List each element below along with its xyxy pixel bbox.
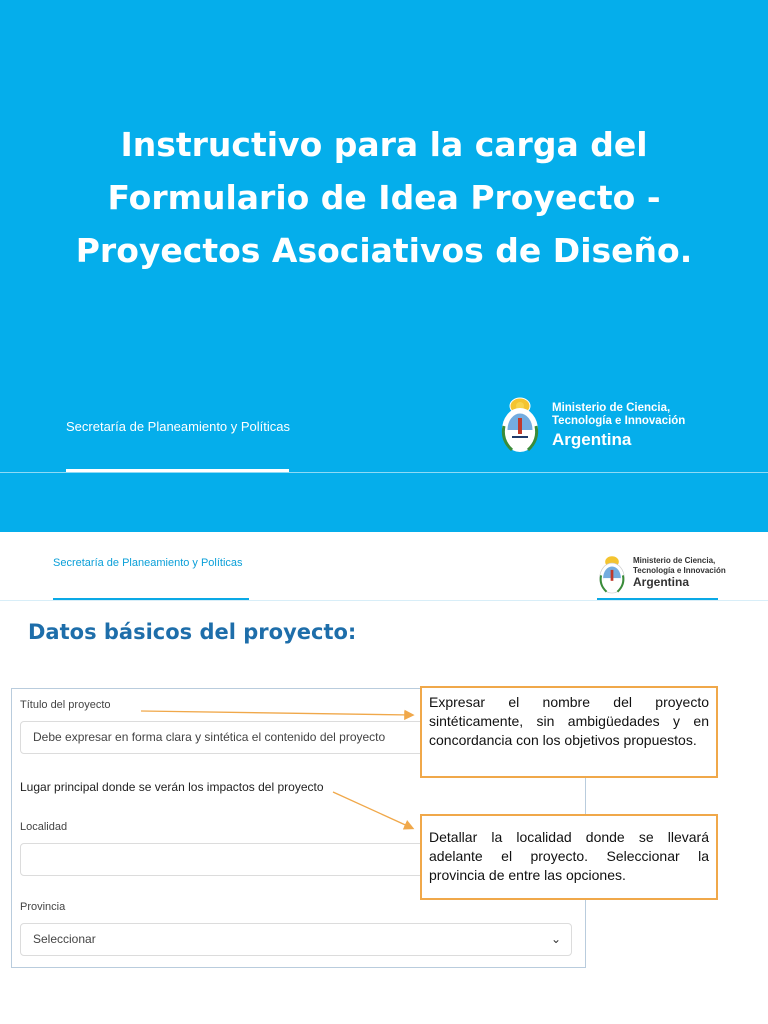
logo-underline (597, 598, 718, 600)
cover-title (40, 118, 728, 277)
ministry-name-line-2: Tecnología e Innovación (552, 415, 686, 427)
localidad-label: Localidad (20, 821, 68, 833)
ministry-name-small (633, 556, 726, 575)
country-name-small: Argentina (633, 575, 690, 589)
slide-secretaria-label: Secretaría de Planeamiento y Políticas (53, 557, 243, 569)
ministry-name-small-line-1: Ministerio de Ciencia, (633, 556, 716, 565)
ministry-name-small-line-2: Tecnología e Innovación (633, 565, 726, 575)
titulo-input[interactable]: Debe expresar en forma clara y sintética el contenido del proyecto (20, 721, 572, 754)
localidad-note: Detallar la localidad donde se llevará adelante el proyecto. Seleccionar la provincia de entre las opciones. (420, 814, 718, 900)
provincia-select[interactable] (20, 923, 572, 956)
cover-title-line-3: Proyectos Asociativos de Diseño. (75, 231, 693, 270)
section-heading: Datos básicos del proyecto: (28, 620, 357, 644)
chevron-down-icon: ⌄ (550, 932, 561, 946)
cover-title-line-1: Instructivo para la carga del (120, 125, 648, 164)
ministry-name (552, 402, 685, 428)
provincia-label: Provincia (20, 901, 66, 913)
cover-divider (0, 472, 768, 473)
provincia-selected-value: Seleccionar (33, 932, 96, 946)
argentina-coat-of-arms-icon (597, 552, 627, 596)
form-slide (0, 532, 768, 1024)
titulo-note: Expresar el nombre del proyecto sintéticamente, sin ambigüedades y en concordancia con los objetivos propuestos. (420, 686, 718, 778)
ministry-name-line-1: Ministerio de Ciencia, (552, 402, 671, 414)
cover-secretaria-label: Secretaría de Planeamiento y Políticas (66, 419, 291, 434)
titulo-label: Título del proyecto (20, 699, 111, 711)
ministry-logo-small (597, 550, 727, 600)
argentina-coat-of-arms-icon (498, 392, 542, 456)
country-name: Argentina (552, 430, 632, 449)
cover-title-line-2: Formulario de Idea Proyecto - (107, 178, 661, 217)
ministry-logo (498, 390, 718, 458)
lugar-heading: Lugar principal donde se verán los impactos del proyecto (20, 780, 324, 794)
slide-header-divider (0, 600, 768, 601)
